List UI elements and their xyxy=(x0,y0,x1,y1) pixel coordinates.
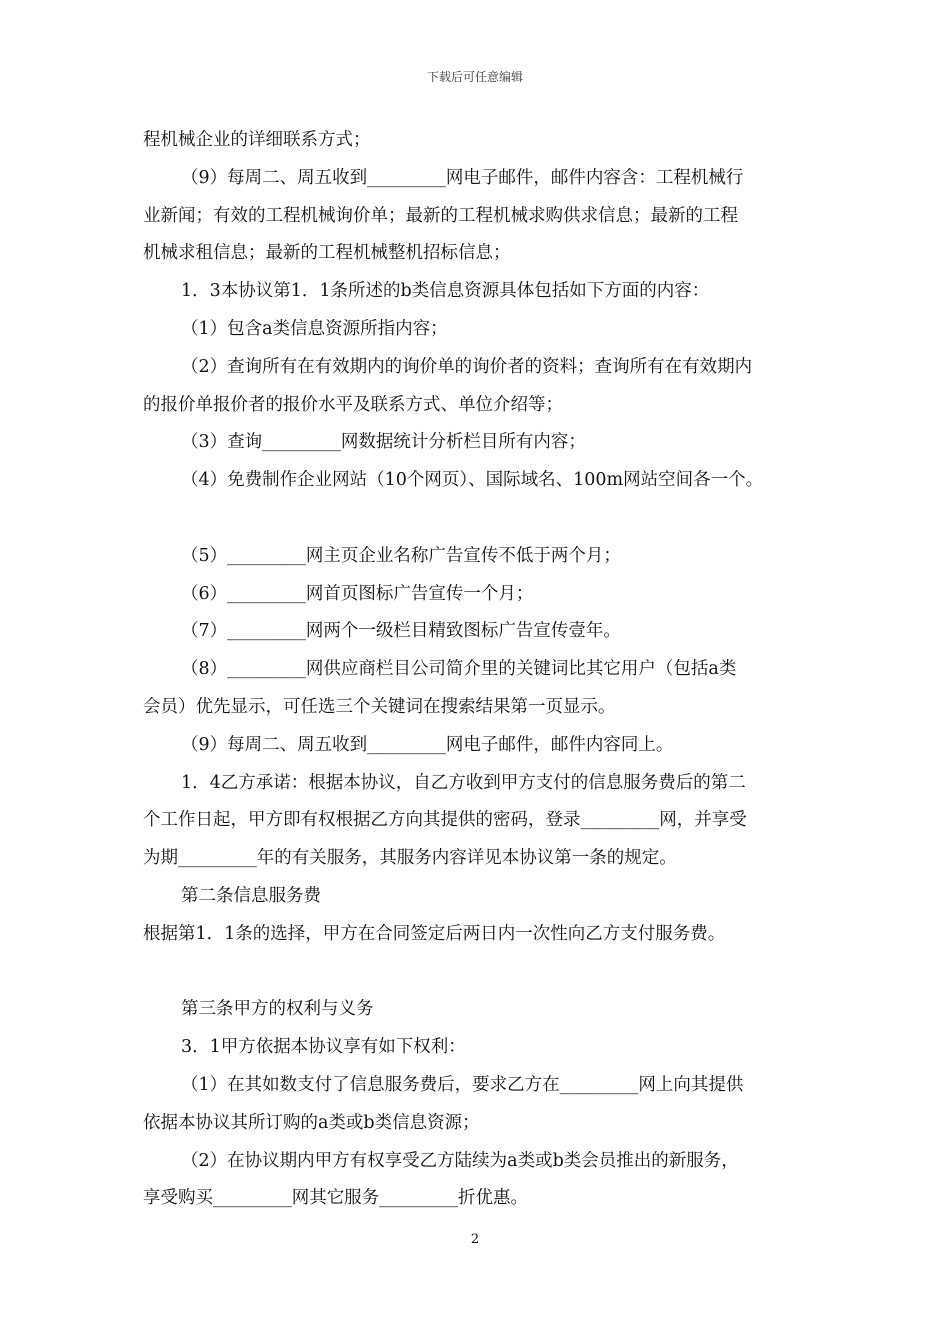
text-line: 第三条甲方的权利与义务 xyxy=(181,999,374,1020)
text-line: 第二条信息服务费 xyxy=(181,885,321,906)
text-line: （9）每周二、周五收到_________网电子邮件，邮件内容含：工程机械行 xyxy=(181,167,744,188)
blank-line xyxy=(143,500,815,538)
text-line: 依据本协议其所订购的a类或b类信息资源； xyxy=(143,1112,480,1133)
text-line: 享受购买_________网其它服务_________折优惠。 xyxy=(143,1188,528,1209)
text-line: （3）查询_________网数据统计分析栏目所有内容； xyxy=(181,432,586,453)
text-line: 业新闻；有效的工程机械询价单；最新的工程机械求购供求信息；最新的工程 xyxy=(143,205,738,226)
text-line: 的报价单报价者的报价水平及联系方式、单位介绍等； xyxy=(143,394,563,415)
text-line: （4）免费制作企业网站（10个网页）、国际域名、100m网站空间各一个。 xyxy=(181,470,764,491)
text-line: （1）在其如数支付了信息服务费后，要求乙方在_________网上向其提供 xyxy=(181,1074,744,1095)
text-line: 根据第1．1条的选择，甲方在合同签定后两日内一次性向乙方支付服务费。 xyxy=(143,923,726,944)
text-line: 为期_________年的有关服务，其服务内容详见本协议第一条的规定。 xyxy=(143,848,677,869)
text-line: （7）_________网两个一级栏目精致图标广告宣传壹年。 xyxy=(181,621,621,642)
text-line: 会员）优先显示，可任选三个关键词在搜索结果第一页显示。 xyxy=(143,696,616,717)
text-line: 个工作日起，甲方即有权根据乙方向其提供的密码，登录_________网，并享受 xyxy=(143,810,747,831)
text-line: 3．1甲方依据本协议享有如下权利： xyxy=(181,1037,466,1058)
text-line: （5）_________网主页企业名称广告宣传不低于两个月； xyxy=(181,545,621,566)
text-line: （9）每周二、周五收到_________网电子邮件，邮件内容同上。 xyxy=(181,734,674,755)
text-line: （1）包含a类信息资源所指内容； xyxy=(181,318,448,339)
text-line: （6）_________网首页图标广告宣传一个月； xyxy=(181,583,534,604)
text-line: （2）在协议期内甲方有权享受乙方陆续为a类或b类会员推出的新服务， xyxy=(181,1150,739,1171)
page-number: 2 xyxy=(470,1232,480,1247)
text-line: （8）_________网供应商栏目公司简介里的关键词比其它用户（包括a类 xyxy=(181,659,737,680)
blank-line xyxy=(143,954,815,992)
text-line: 1．4乙方承诺：根据本协议，自乙方收到甲方支付的信息服务费后的第二 xyxy=(181,772,746,793)
text-line: 1．3本协议第1．1条所述的b类信息资源具体包括如下方面的内容： xyxy=(181,281,710,302)
text-line: （2）查询所有在有效期内的询价单的询价者的资料；查询所有在有效期内 xyxy=(181,356,753,377)
page-header: 下载后可任意编辑 xyxy=(426,70,523,84)
text-line: 机械求租信息；最新的工程机械整机招标信息； xyxy=(143,243,511,264)
document-body xyxy=(143,122,815,1218)
text-line: 程机械企业的详细联系方式； xyxy=(143,130,371,150)
